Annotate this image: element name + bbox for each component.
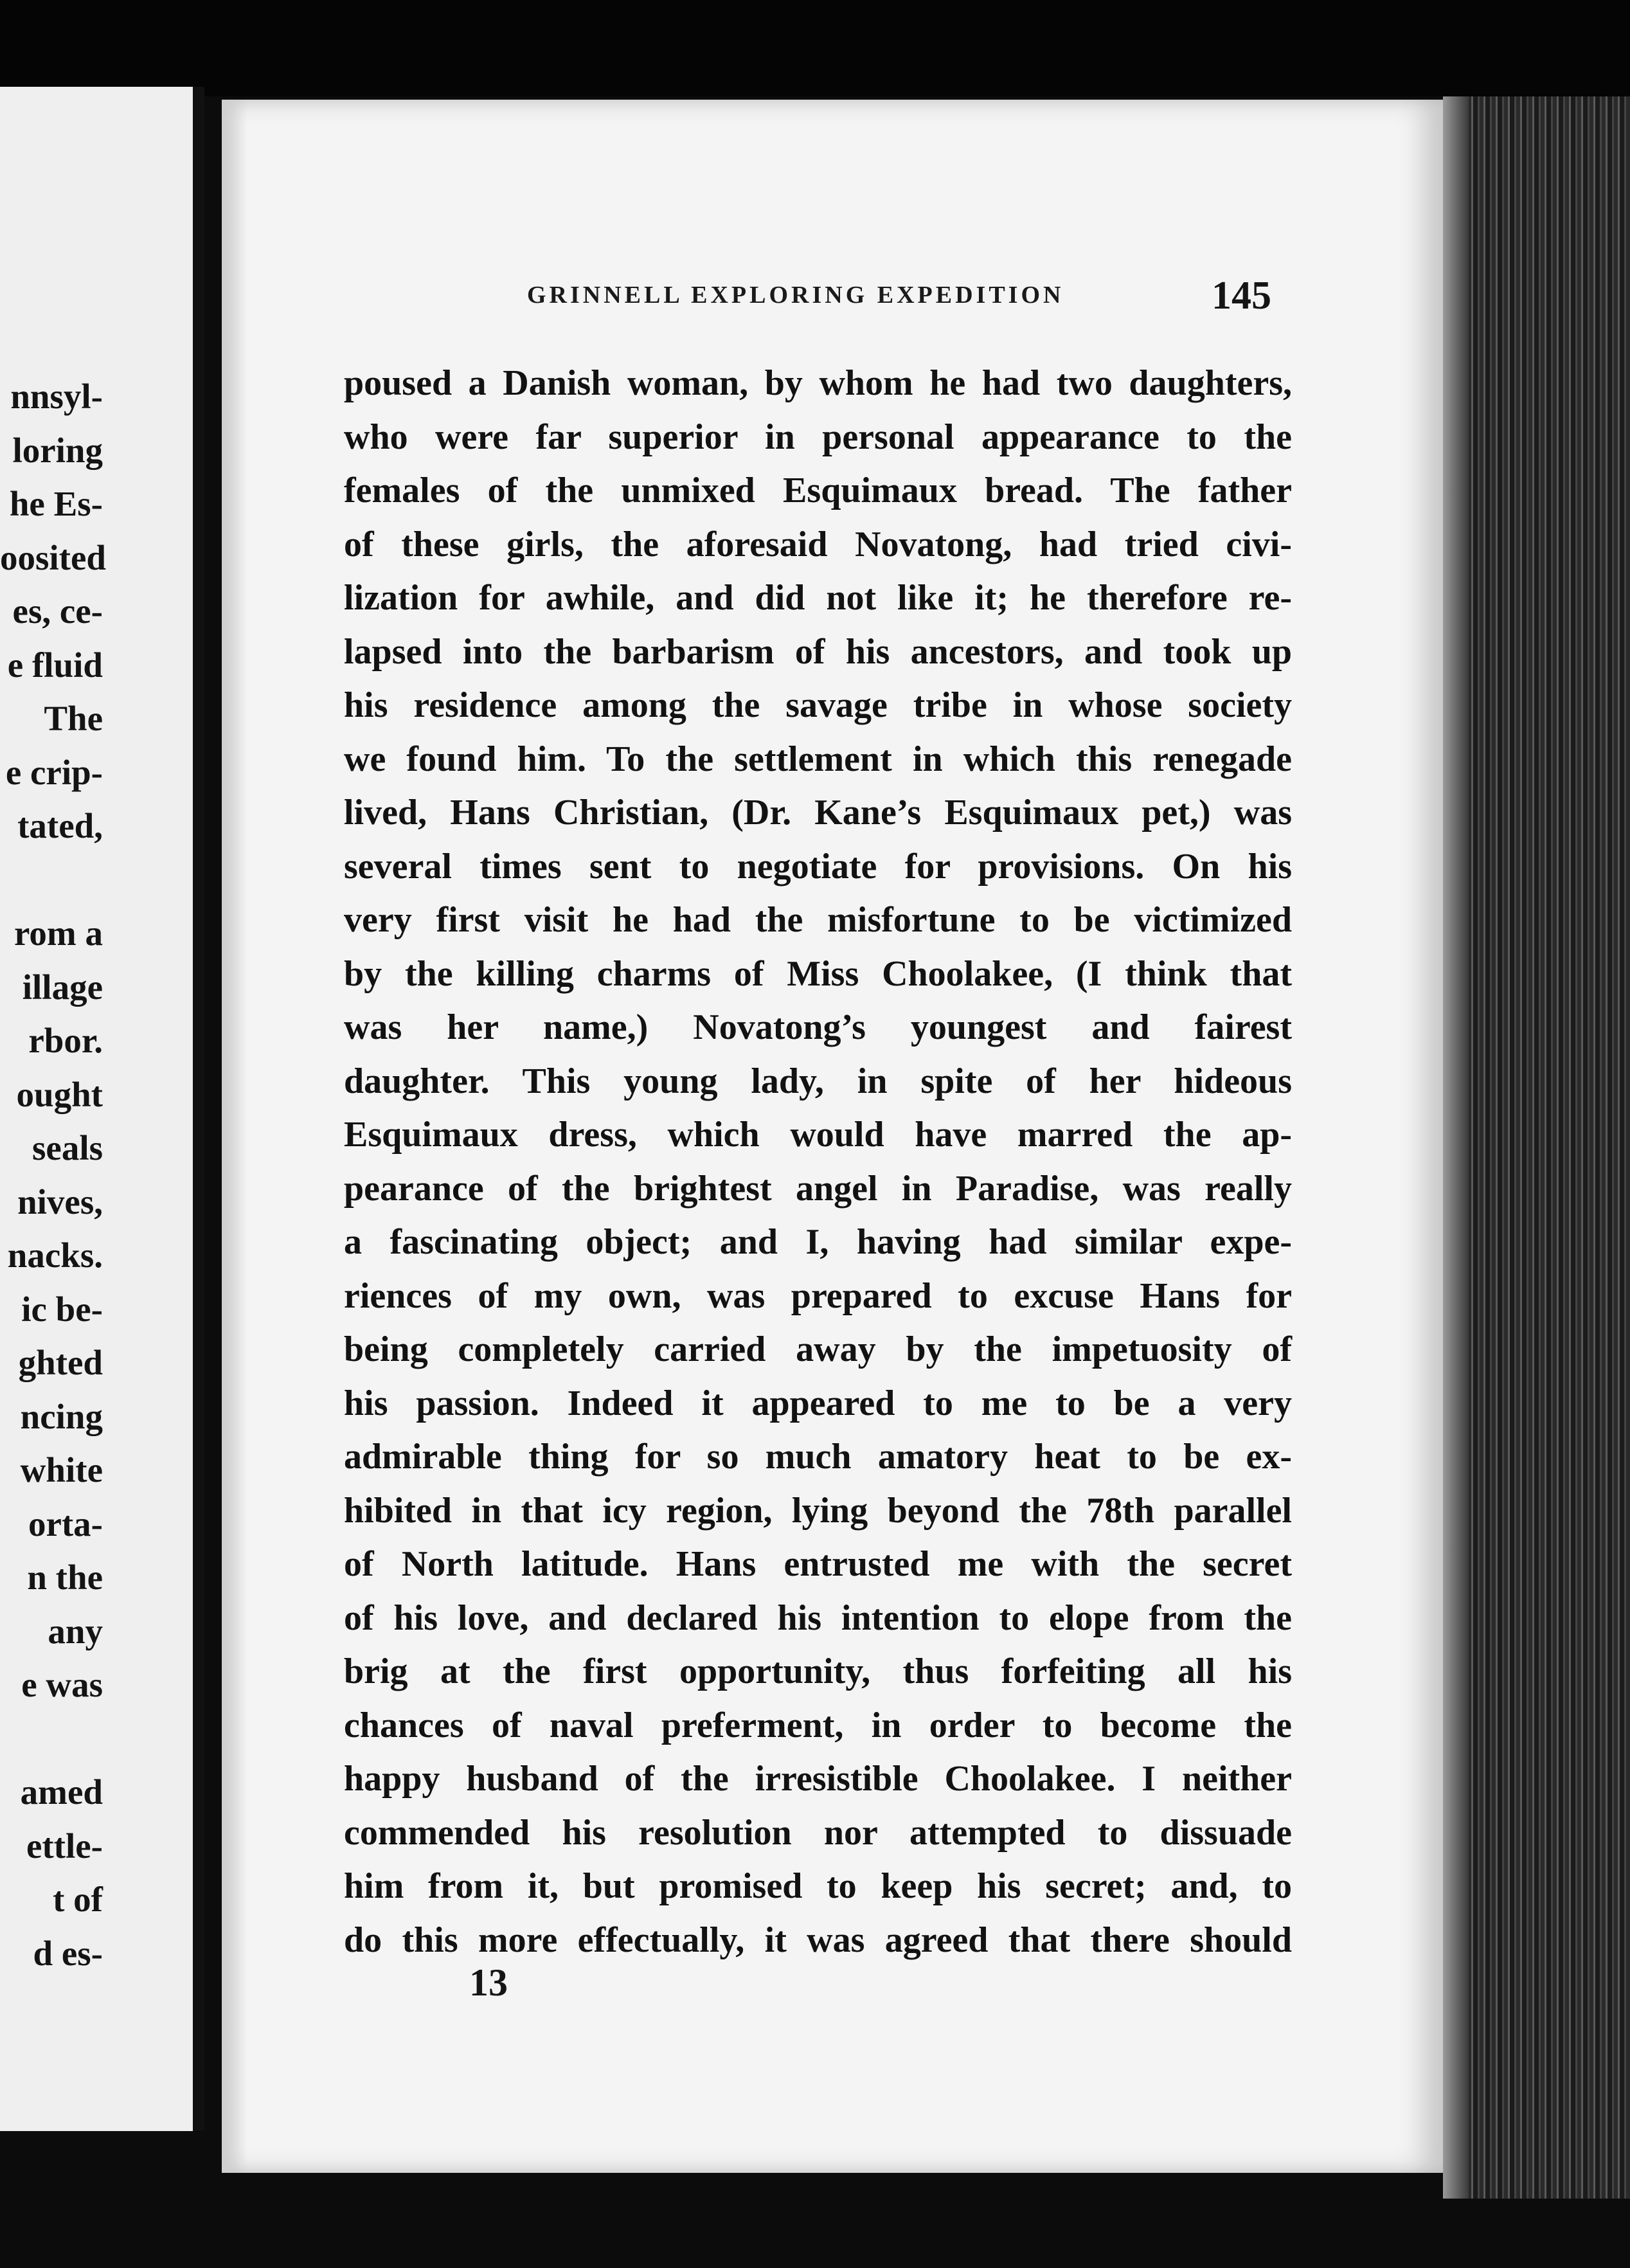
previous-page-line: e crip- [5, 752, 103, 792]
previous-page-line: e was [21, 1665, 103, 1704]
previous-page-line [0, 853, 193, 907]
previous-page-line: any [48, 1611, 103, 1651]
previous-page-line: nacks. [7, 1236, 103, 1275]
text-line: females of the unmixed Esquimaux bread. The father [344, 471, 1292, 510]
body-text [344, 357, 1292, 1967]
previous-page-line: rom a [14, 914, 103, 953]
previous-page-line: tated, [17, 806, 103, 845]
signature-mark: 13 [469, 1961, 508, 2004]
previous-page-line: he Es- [9, 484, 103, 523]
text-line: several times sent to negotiate for provisions. On his [344, 846, 1292, 887]
text-line: of his love, and declared his intention to elope from the [344, 1598, 1292, 1638]
previous-page-line: seals [32, 1128, 103, 1167]
previous-page-line: ncing [20, 1396, 103, 1436]
text-line: we found him. To the settlement in which this renegade [344, 739, 1292, 779]
text-line: by the killing charms of Miss Choolakee, (I think that [344, 953, 1292, 994]
scan-background [0, 0, 1630, 96]
text-line: commended his resolution nor attempted to dissuade [344, 1812, 1292, 1853]
previous-page-line [0, 1712, 193, 1766]
text-line: daughter. This young lady, in spite of her hideous [344, 1061, 1292, 1101]
text-line: do this more effectually, it was agreed that there should [344, 1920, 1292, 1960]
book-page-edges [1443, 96, 1630, 2199]
text-line: who were far superior in personal appearance to the [344, 417, 1292, 457]
text-line: chances of naval preferment, in order to become the [344, 1705, 1292, 1745]
previous-page-line: nives, [17, 1182, 103, 1221]
previous-page-line: white [20, 1450, 103, 1490]
previous-page-fragment [0, 87, 204, 2131]
previous-page-line: orta- [28, 1504, 103, 1544]
page-header [222, 273, 1443, 325]
text-line: a fascinating object; and I, having had similar expe- [344, 1222, 1292, 1262]
previous-page-line: ic be- [21, 1289, 103, 1329]
text-line: his residence among the savage tribe in whose society [344, 685, 1292, 725]
text-line: of North latitude. Hans entrusted me with the secret [344, 1544, 1292, 1584]
text-line: Esquimaux dress, which would have marred the ap- [344, 1115, 1292, 1155]
text-line: very first visit he had the misfortune to be victimized [344, 900, 1292, 940]
previous-page-line: rbor. [28, 1021, 103, 1060]
previous-page-line: nnsyl- [10, 377, 103, 416]
text-line: hibited in that icy region, lying beyond the 78th parallel [344, 1490, 1292, 1531]
previous-page-line: d es- [33, 1933, 103, 1973]
previous-page-line: e fluid [7, 645, 103, 685]
previous-page-line: ghted [18, 1343, 103, 1382]
text-line: lapsed into the barbarism of his ancestors, and took up [344, 631, 1292, 672]
previous-page-line: illage [22, 967, 103, 1007]
previous-page-line: n the [27, 1558, 103, 1597]
previous-page-line: oosited [0, 537, 106, 577]
text-line: pearance of the brightest angel in Paradise, was really [344, 1168, 1292, 1209]
previous-page-line: amed [20, 1772, 103, 1812]
text-line: admirable thing for so much amatory heat to be ex- [344, 1437, 1292, 1477]
text-line: him from it, but promised to keep his secret; and, to [344, 1866, 1292, 1906]
text-line: was her name,) Novatong’s youngest and fairest [344, 1007, 1292, 1047]
page-number: 145 [1212, 274, 1271, 318]
previous-page-line: es, ce- [12, 591, 103, 631]
text-line: being completely carried away by the impetuosity of [344, 1329, 1292, 1369]
previous-page-line: t of [53, 1880, 103, 1919]
text-line: happy husband of the irresistible Choolakee. I neither [344, 1759, 1292, 1799]
previous-page-line: ettle- [26, 1826, 103, 1866]
text-line: of these girls, the aforesaid Novatong, had tried civi- [344, 524, 1292, 564]
text-line: brig at the first opportunity, thus forfeiting all his [344, 1652, 1292, 1691]
text-line: lived, Hans Christian, (Dr. Kane’s Esquimaux pet,) was [344, 793, 1292, 833]
text-line: his passion. Indeed it appeared to me to be a very [344, 1383, 1292, 1423]
book-page [222, 100, 1443, 2173]
previous-page-line: loring [12, 430, 103, 470]
text-line: poused a Danish woman, by whom he had two daughters, [344, 363, 1292, 403]
previous-page-line: The [44, 699, 103, 738]
previous-page-text [0, 370, 193, 1980]
running-head: GRINNELL EXPLORING EXPEDITION [527, 282, 1064, 309]
previous-page-line: ought [16, 1074, 103, 1114]
text-line: lization for awhile, and did not like it; he therefore re- [344, 578, 1292, 618]
text-line: riences of my own, was prepared to excuse Hans for [344, 1275, 1292, 1316]
